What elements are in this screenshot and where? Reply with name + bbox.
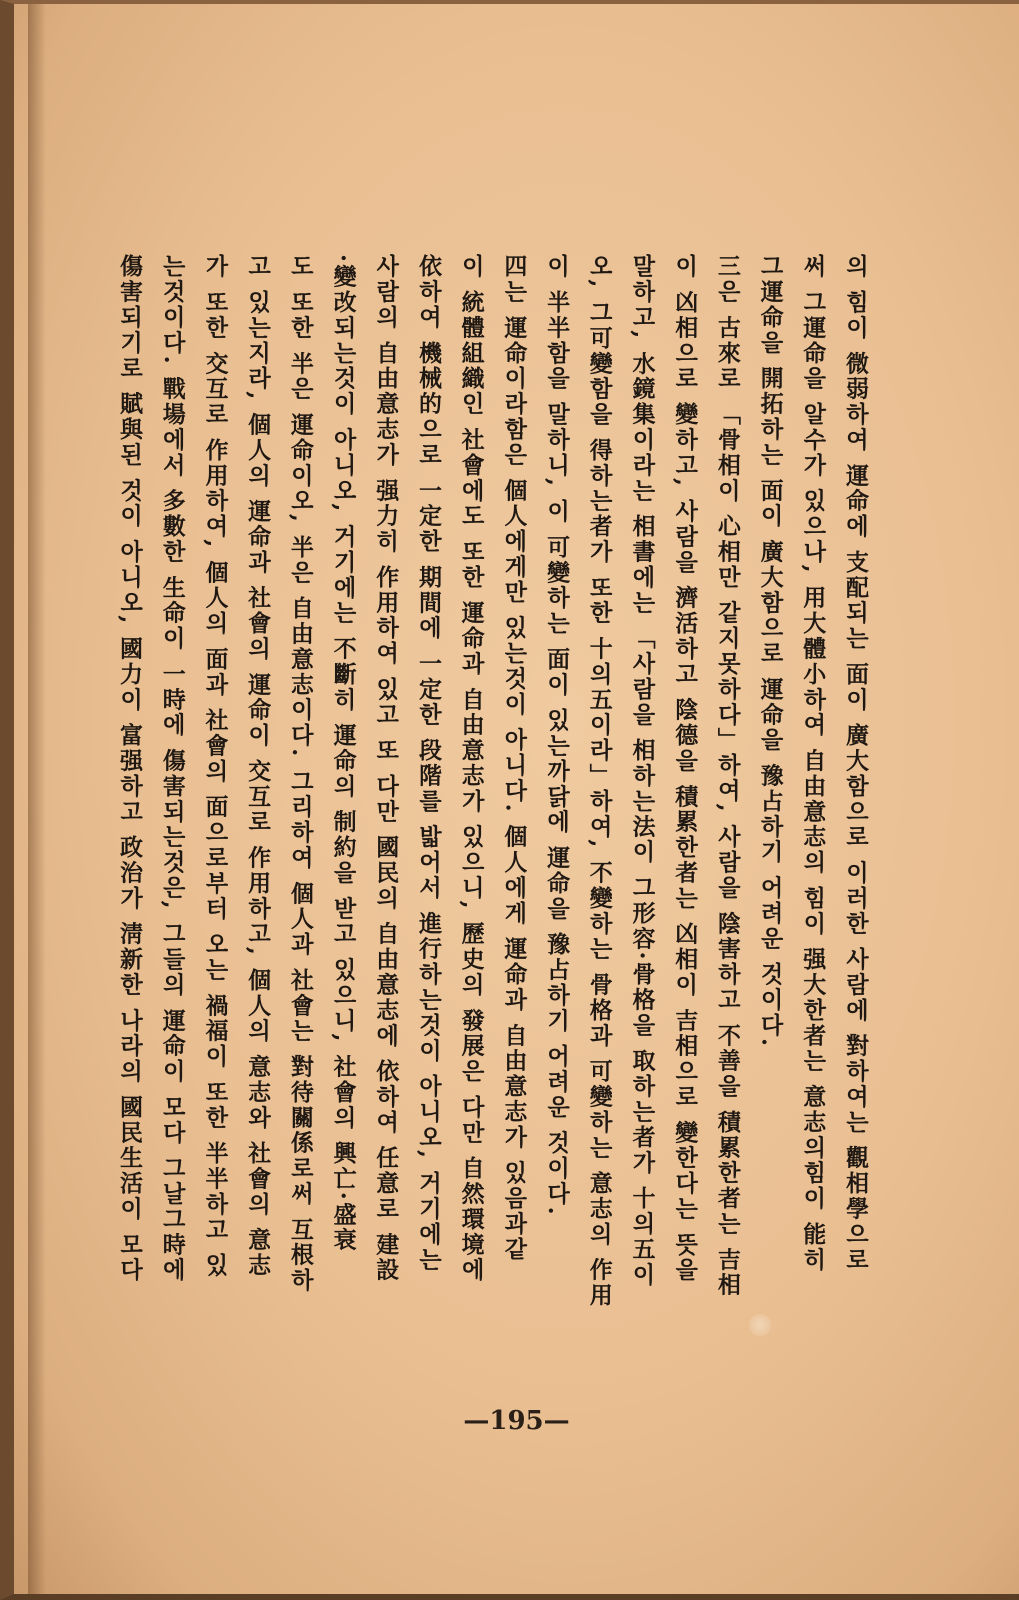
text-line: 그運命을 開拓하는 面이 廣大함으로 運命을 豫占하기 어려운 것이다. [756, 254, 784, 1049]
text-line: 四는 運命이라함은 個人에게만 있는것이 아니다. 個人에게 運命과 自由意志가 있음과같 [500, 254, 528, 1263]
text-line: 이 凶相으로 變하고, 사람을 濟活하고 陰德을 積累한者는 凶相이 吉相으로 變한다는 뜻을 [671, 254, 699, 1283]
book-spine-shadow [28, 4, 46, 1594]
text-line: 써 그運命을 알수가 있으나, 用大體小하여 自由意志의 힘이 强大한者는 意志의힘이 能히 [799, 254, 827, 1273]
vertical-text-block [106, 254, 876, 1414]
text-line: 三은 古來로 「骨相이 心相만 같지못하다」하여, 사람을 陰害하고 不善을 積累한者는 吉相 [713, 254, 741, 1298]
text-line: ·變改되는것이 아니오, 거기에는 不斷히 運命의 制約을 받고 있으니, 社會의 興亡·盛衰 [329, 254, 357, 1253]
text-line: 가 또한 交互로 作用하여, 個人의 面과 社會의 面으로부터 오는 禍福이 또한 半半하고 있 [201, 254, 229, 1279]
text-line: 傷害되기로 賦與된 것이 아니오, 國力이 富强하고 政治가 淸新한 나라의 國民生活이 모다 [116, 254, 144, 1283]
text-line: 고 있는지라, 個人의 運命과 社會의 運命이 交互로 作用하고, 個人의 意志와 社會의 意志 [244, 254, 272, 1279]
text-line: 도 또한 半은 運命이오, 半은 自由意志이다. 그리하여 個人과 社會는 對待關係로써 互根하 [286, 254, 314, 1294]
text-line: 는것이다. 戰場에서 多數한 生命이 一時에 傷害되는것은, 그들의 運命이 모다 그날그時에 [158, 254, 186, 1283]
paper-stain [749, 1314, 771, 1336]
text-line: 사람의 自由意志가 强力히 作用하여 있고 또 다만 國民의 自由意志에 依하여 任意로 建設 [372, 254, 400, 1283]
text-line: 의 힘이 微弱하여 運命에 支配되는 面이 廣大함으로 이러한 사람에 對하여는 觀相學으로 [842, 254, 869, 1273]
page-number: —195— [463, 1406, 570, 1436]
text-line: 오, 그可變함을 得하는者가 또한 十의五이라」하여, 不變하는 骨格과 可變하는 意志의 作用 [585, 254, 613, 1309]
text-line: 이 半半함을 말하니, 이 可變하는 面이 있는까닭에 運命을 豫占하기 어려운 것이다. [543, 254, 571, 1218]
text-line: 이 統體組織인 社會에도 또한 運命과 自由意志가 있으니, 歷史의 發展은 다만 自然環境에 [457, 254, 485, 1283]
text-line: 말하고, 水鏡集이라는 相書에는 「사람을 相하는法이 그形容·骨格을 取하는者가 十의五이 [628, 254, 656, 1288]
text-line: 依하여 機械的으로 一定한 期間에 一定한 段階를 밟어서 進行하는것이 아니오, 거기에는 [414, 254, 442, 1273]
